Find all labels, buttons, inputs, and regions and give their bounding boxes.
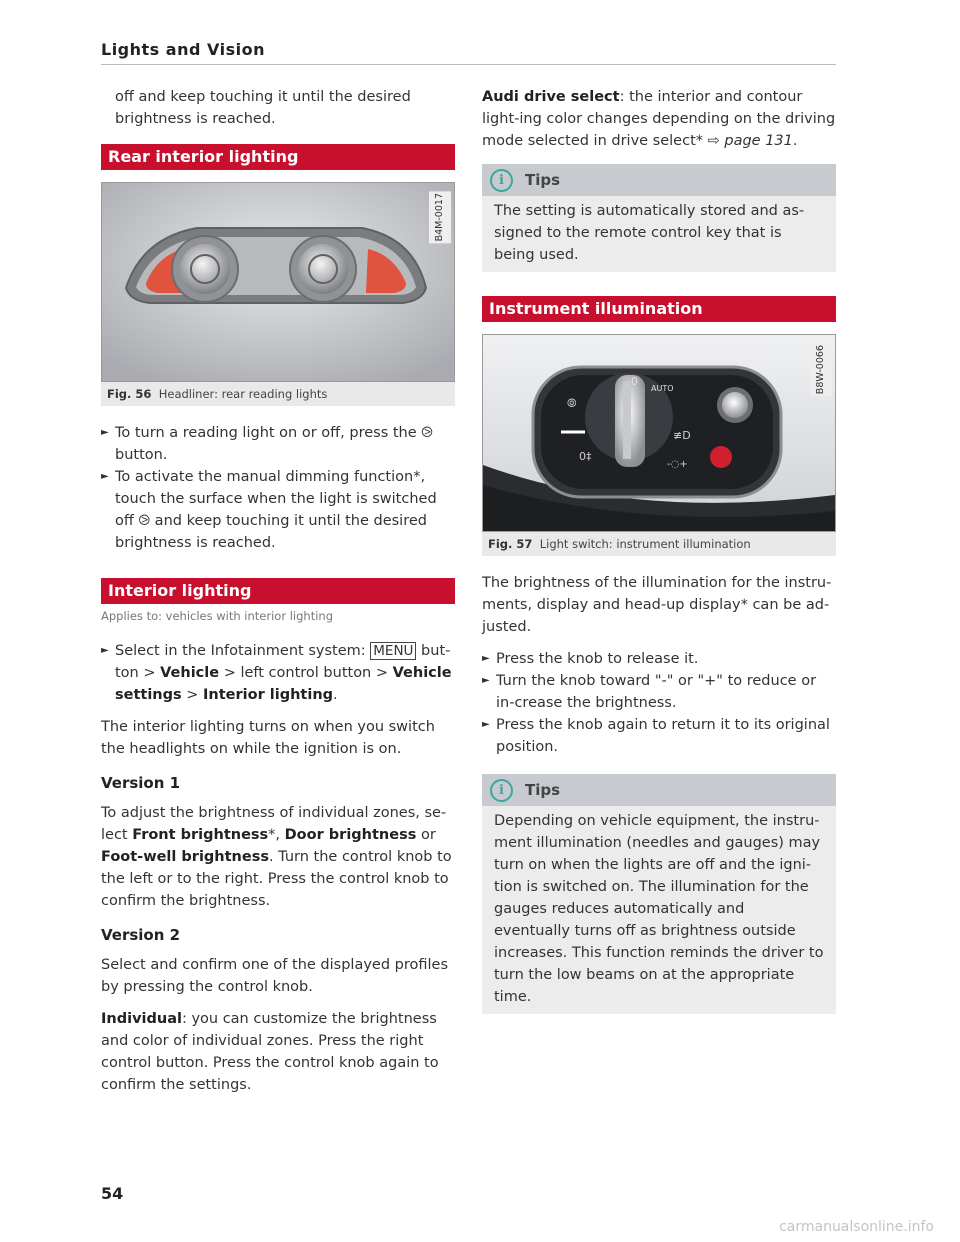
bullet-press-knob: ► Press the knob to release it.	[482, 648, 836, 670]
figure-57-zero-label: 0	[631, 375, 638, 388]
section-heading-rear-interior-lighting: Rear interior lighting	[101, 144, 455, 170]
info-icon: i	[490, 169, 513, 192]
v1-foot-well-brightness: Foot-well brightness	[101, 849, 269, 865]
figure-56-code: B4M-0017	[429, 191, 451, 243]
audi-drive-select-paragraph	[482, 86, 836, 152]
bullet-return-knob: ► Press the knob again to return it to its original position.	[482, 714, 836, 758]
menu-key: MENU	[370, 642, 416, 660]
figure-57-image	[482, 334, 836, 532]
bullet-reading-light: ► To turn a reading light on or off, press the ⧁ button.	[101, 422, 455, 466]
page-reference: ⇨ page 131	[707, 133, 793, 149]
svg-text:≢D: ≢D	[673, 429, 691, 442]
info-icon: i	[490, 779, 513, 802]
figure-56-caption	[101, 382, 455, 406]
path-gt: >	[186, 687, 199, 703]
version-2-heading: Version 2	[101, 926, 181, 944]
figure-57	[482, 334, 836, 556]
svg-text:⦾: ⦾	[567, 396, 577, 410]
audi-drive-select-label: Audi drive select	[482, 89, 620, 105]
section-heading-instrument-illumination: Instrument illumination	[482, 296, 836, 322]
path-vehicle: Vehicle	[160, 665, 220, 681]
figure-56-label: Fig. 56	[107, 387, 152, 401]
figure-56-image	[101, 182, 455, 382]
instrument-illumination-paragraph: The brightness of the illumination for the instru-ments, display and head-up display* can be ad-justed.	[482, 575, 832, 635]
right-column	[482, 86, 836, 1014]
applies-to-note: Applies to: vehicles with interior lighting	[101, 609, 333, 623]
tips-box-1	[482, 164, 836, 272]
path-vehicle-settings: Vehicle settings	[115, 665, 452, 703]
v1-text-b: *,	[268, 827, 281, 843]
version-2-paragraph: Select and confirm one of the displayed profiles by pressing the control knob.	[101, 957, 448, 995]
audi-drive-select-text: : the interior and contour light-ing color changes depending on the driving mode selected in drive select*	[482, 89, 836, 149]
v1-text-d: . Turn the control knob to the left or to the right. Press the control knob to confirm the brightness.	[101, 849, 452, 909]
header-rule	[101, 64, 836, 65]
figure-57-caption	[482, 532, 836, 556]
version-1-paragraph	[101, 802, 455, 912]
tips-box-2-title: Tips	[525, 781, 561, 799]
svg-text:-◌+: -◌+	[667, 459, 688, 470]
page-header-title: Lights and Vision	[101, 40, 265, 59]
light-switch-illustration	[483, 335, 835, 531]
v1-door-brightness: Door brightness	[284, 827, 417, 843]
tips-box-1-body: The setting is automatically stored and as-signed to the remote control key that is being used.	[494, 203, 805, 263]
section-heading-interior-lighting: Interior lighting	[101, 578, 455, 604]
tips-box-2-body: Depending on vehicle equipment, the instru-ment illumination (needles and gauges) may turn on when the lights are off and the igni-tion is switched on. The illumination for the gauges reduces automatically and eventually turns off as brightness outside increases. This function reminds the driver to turn the low beams on at the appropriate time.	[494, 813, 824, 1005]
v1-text-a: To adjust the brightness of individual zones, se-lect	[101, 805, 447, 843]
figure-56-caption-text: Headliner: rear reading lights	[158, 387, 328, 401]
path-interior-lighting: Interior lighting	[203, 687, 334, 703]
figure-57-caption-text: Light switch: instrument illumination	[539, 537, 751, 551]
path-text-1: Select in the Infotainment system:	[115, 643, 366, 659]
figure-57-auto-label: AUTO	[651, 384, 674, 393]
individual-paragraph	[101, 1008, 455, 1096]
v1-text-c: or	[420, 827, 436, 843]
tips-box-1-header	[482, 164, 836, 196]
figure-57-label: Fig. 57	[488, 537, 533, 551]
version-1-heading: Version 1	[101, 774, 181, 792]
figure-57-code: B8W-0066	[810, 343, 832, 396]
tips-box-2	[482, 774, 836, 1014]
watermark: carmanualsonline.info	[779, 1219, 934, 1235]
svg-text:0‡: 0‡	[579, 450, 592, 463]
path-text-3: > left control button >	[223, 665, 389, 681]
left-column	[101, 86, 455, 1096]
intro-paragraph: off and keep touching it until the desired brightness is reached.	[115, 89, 411, 127]
ads-period: .	[792, 133, 798, 149]
figure-56	[101, 182, 455, 406]
individual-text: : you can customize the brightness and color of individual zones. Press the right control button. Press the control knob again to confirm the settings.	[101, 1011, 439, 1093]
individual-label: Individual	[101, 1011, 182, 1027]
interior-lighting-paragraph: The interior lighting turns on when you switch the headlights on while the ignition is on.	[101, 719, 435, 757]
page-number: 54	[101, 1184, 124, 1203]
headliner-reading-lights-illustration	[102, 183, 454, 381]
tips-box-1-title: Tips	[525, 171, 561, 189]
tips-box-2-header	[482, 774, 836, 806]
v1-front-brightness: Front brightness	[132, 827, 269, 843]
path-period: .	[333, 687, 338, 703]
bullet-infotainment-path	[101, 640, 455, 706]
bullet-dimming: ► To activate the manual dimming function*, touch the surface when the light is switched off ⧁ and keep touching it until the desired brightness is reached.	[101, 466, 455, 554]
bullet-turn-knob: ► Turn the knob toward "-" or "+" to reduce or in-crease the brightness.	[482, 670, 836, 714]
path-text-2: but-ton >	[115, 643, 451, 681]
